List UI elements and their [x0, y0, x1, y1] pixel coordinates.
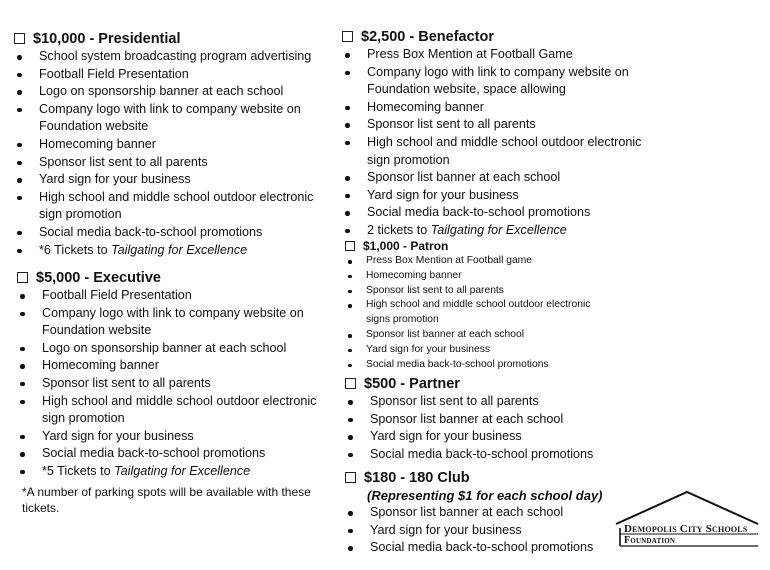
benefit-item: Sponsor list sent to all parents	[345, 284, 615, 299]
foundation-logo	[612, 488, 762, 552]
benefit-item: Sponsor list banner at each school	[345, 328, 615, 343]
benefit-item: Homecoming banner	[14, 136, 324, 154]
benefit-item: Press Box Mention at Football game	[345, 254, 615, 269]
benefit-list	[345, 393, 645, 463]
benefit-item: Homecoming banner	[17, 357, 317, 375]
benefit-item: Press Box Mention at Football Game	[342, 46, 642, 64]
benefit-item: Company logo with link to company website on Foundation website, space allowing	[342, 64, 642, 99]
benefit-item: High school and middle school outdoor electronic sign promotion	[342, 134, 642, 169]
benefit-item: Sponsor list banner at each school	[345, 504, 645, 522]
benefit-item: Social media back-to-school promotions	[345, 358, 615, 373]
benefit-item	[342, 222, 642, 240]
benefit-item-prefix: *6 Tickets to	[39, 242, 112, 257]
benefit-item	[14, 242, 324, 260]
tier-title: $10,000 - Presidential	[33, 30, 181, 47]
checkbox-icon	[345, 472, 356, 483]
benefit-item: Yard sign for your business	[345, 428, 645, 446]
benefit-item: Company logo with link to company website on Foundation website	[14, 101, 324, 136]
benefit-item: School system broadcasting program advertising	[14, 48, 324, 66]
benefit-item: Sponsor list sent to all parents	[17, 375, 317, 393]
tier-title: $180 - 180 Club	[364, 469, 470, 486]
checkbox-icon	[342, 31, 353, 42]
benefit-item: Sponsor list sent to all parents	[14, 154, 324, 172]
benefit-item: Football Field Presentation	[17, 287, 317, 305]
benefit-item: Sponsor list sent to all parents	[342, 116, 642, 134]
benefit-item: Social media back-to-school promotions	[342, 204, 642, 222]
benefit-item-prefix: 2 tickets to	[367, 222, 431, 237]
benefit-item: Homecoming banner	[342, 99, 642, 117]
checkbox-icon	[345, 241, 355, 251]
tier-heading	[342, 27, 642, 46]
benefit-item: Sponsor list sent to all parents	[345, 393, 645, 411]
tier-heading	[14, 29, 324, 48]
benefit-item: Logo on sponsorship banner at each school	[17, 340, 317, 358]
tier-patron	[345, 238, 615, 372]
benefit-item: High school and middle school outdoor electronic sign promotion	[14, 189, 324, 224]
tier-subtitle: (Representing $1 for each school day)	[367, 488, 603, 503]
benefit-list	[14, 48, 324, 259]
tier-title: $5,000 - Executive	[36, 269, 161, 286]
benefit-item: Social media back-to-school promotions	[345, 539, 645, 557]
logo-line-1: Demopolis City Schools	[624, 523, 748, 535]
tier-heading	[17, 268, 317, 287]
benefit-item: Social media back-to-school promotions	[14, 224, 324, 242]
benefit-item: Sponsor list banner at each school	[342, 169, 642, 187]
benefit-item: Homecoming banner	[345, 269, 615, 284]
tier-180-club	[345, 468, 645, 557]
benefit-item: Yard sign for your business	[345, 343, 615, 358]
tier-heading	[345, 468, 645, 487]
tier-executive	[17, 268, 317, 481]
tier-benefactor	[342, 27, 642, 240]
benefit-item: Yard sign for your business	[14, 171, 324, 189]
benefit-item: Company logo with link to company website on Foundation website	[17, 305, 317, 340]
logo-line-2: Foundation	[624, 535, 676, 546]
benefit-item: High school and middle school outdoor electronic signs promotion	[345, 298, 615, 328]
tier-title: $500 - Partner	[364, 375, 460, 392]
tier-title: $1,000 - Patron	[363, 239, 449, 253]
tier-title: $2,500 - Benefactor	[361, 28, 494, 45]
event-name: Tailgating for Excellence	[430, 222, 567, 237]
benefit-item: Football Field Presentation	[14, 66, 324, 84]
benefit-item: Yard sign for your business	[17, 428, 317, 446]
checkbox-icon	[17, 272, 28, 283]
benefit-list	[345, 504, 645, 557]
parking-footnote: *A number of parking spots will be available with these tickets.	[22, 485, 311, 515]
benefit-item: Yard sign for your business	[342, 187, 642, 205]
event-name: Tailgating for Excellence	[111, 242, 248, 257]
checkbox-icon	[14, 33, 25, 44]
tier-heading	[345, 238, 615, 254]
benefit-list	[345, 254, 615, 372]
tier-partner	[345, 374, 645, 463]
benefit-item: Logo on sponsorship banner at each school	[14, 83, 324, 101]
benefit-item: Social media back-to-school promotions	[17, 445, 317, 463]
event-name: Tailgating for Excellence	[114, 463, 251, 478]
benefit-item: High school and middle school outdoor electronic sign promotion	[17, 393, 317, 428]
benefit-list	[17, 287, 317, 481]
benefit-item: Social media back-to-school promotions	[345, 446, 645, 464]
benefit-item: Sponsor list banner at each school	[345, 411, 645, 429]
benefit-item-prefix: *5 Tickets to	[42, 463, 115, 478]
tier-heading	[345, 374, 645, 393]
benefit-item: Yard sign for your business	[345, 522, 645, 540]
benefit-item	[17, 463, 317, 481]
tier-presidential	[14, 29, 324, 259]
benefit-list	[342, 46, 642, 240]
checkbox-icon	[345, 378, 356, 389]
